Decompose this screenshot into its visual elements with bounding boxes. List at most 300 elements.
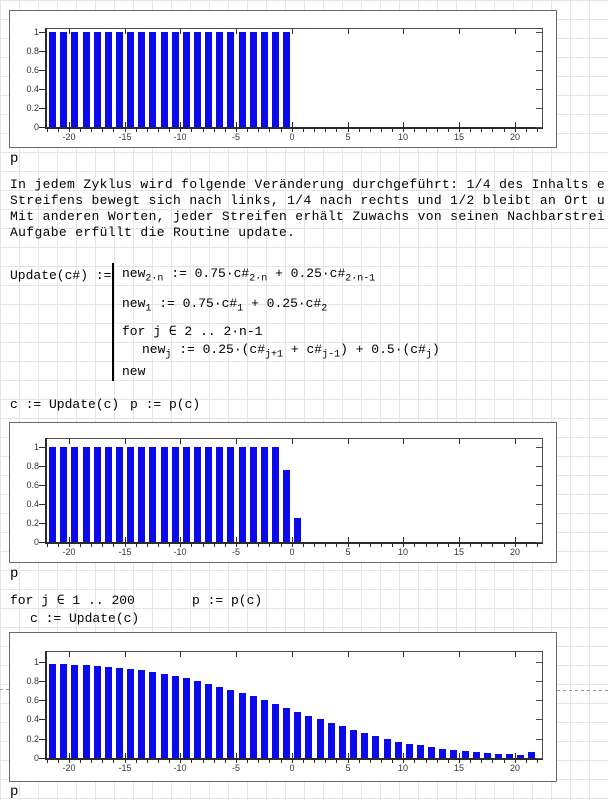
- bar: [283, 32, 290, 127]
- x-minor-tick: [537, 129, 538, 132]
- assign-p-2[interactable]: p := p(c): [192, 593, 263, 608]
- x-minor-tick: [426, 544, 427, 547]
- x-minor-tick: [459, 544, 460, 547]
- bar: [194, 681, 201, 758]
- x-minor-tick: [125, 544, 126, 547]
- bar: [127, 669, 134, 758]
- x-tick-label: -5: [231, 132, 240, 142]
- chart1-ylabel-p[interactable]: p: [10, 151, 19, 167]
- y-tick-right: [536, 89, 542, 90]
- x-minor-tick: [225, 760, 226, 763]
- x-major-tick-top: [236, 29, 237, 34]
- x-minor-tick: [292, 544, 293, 547]
- x-minor-tick: [403, 544, 404, 547]
- x-minor-tick: [370, 760, 371, 763]
- x-tick-label: 10: [397, 132, 408, 142]
- x-tick-label: -10: [173, 132, 187, 142]
- x-minor-tick: [269, 544, 270, 547]
- x-minor-tick: [336, 760, 337, 763]
- bar: [161, 32, 168, 127]
- x-minor-tick: [459, 760, 460, 763]
- x-minor-tick: [437, 760, 438, 763]
- x-major-tick-top: [292, 29, 293, 34]
- x-minor-tick: [414, 129, 415, 132]
- bar: [317, 719, 324, 758]
- bar: [116, 447, 123, 542]
- x-major-tick-top: [348, 29, 349, 34]
- x-minor-tick: [80, 760, 81, 763]
- x-tick-label: -20: [62, 132, 76, 142]
- bar: [116, 668, 123, 758]
- x-tick-label: 20: [509, 547, 520, 557]
- y-tick-left: [39, 719, 45, 720]
- x-minor-tick: [303, 129, 304, 132]
- x-tick-label: -5: [231, 763, 240, 773]
- x-major-tick-top: [180, 652, 181, 657]
- for-loop-header[interactable]: for j ∈ 1 .. 200: [10, 593, 135, 608]
- x-minor-tick: [102, 129, 103, 132]
- x-minor-tick: [281, 129, 282, 132]
- bar: [462, 751, 469, 758]
- y-tick-label: 0.2: [26, 518, 39, 528]
- bar: [127, 447, 134, 542]
- x-major-tick-top: [125, 439, 126, 444]
- y-tick-label: 0.8: [26, 46, 39, 56]
- y-axis: [45, 651, 47, 758]
- bar: [261, 32, 268, 127]
- bar: [205, 32, 212, 127]
- x-major-tick-top: [236, 652, 237, 657]
- bar: [439, 749, 446, 758]
- x-minor-tick: [314, 544, 315, 547]
- bar: [94, 666, 101, 758]
- y-tick-right: [536, 700, 542, 701]
- text-line: Mit anderen Worten, jeder Streifen erhält Zuwachs von seinen Nachbarstrei: [10, 209, 606, 224]
- bar: [261, 700, 268, 758]
- y-tick-right: [536, 466, 542, 467]
- x-minor-tick: [470, 760, 471, 763]
- x-major-tick-top: [459, 652, 460, 657]
- x-minor-tick: [325, 760, 326, 763]
- x-minor-tick: [47, 760, 48, 763]
- x-minor-tick: [247, 129, 248, 132]
- bar: [149, 32, 156, 127]
- y-tick-right: [536, 504, 542, 505]
- x-minor-tick: [492, 760, 493, 763]
- x-minor-tick: [336, 544, 337, 547]
- bar-chart-initial-distribution[interactable]: [9, 10, 557, 148]
- x-minor-tick: [191, 129, 192, 132]
- x-minor-tick: [125, 129, 126, 132]
- x-minor-tick: [426, 129, 427, 132]
- x-minor-tick: [348, 544, 349, 547]
- x-minor-tick: [470, 544, 471, 547]
- x-tick-label: 5: [345, 132, 351, 142]
- y-tick-right: [536, 32, 542, 33]
- y-tick-left: [39, 758, 45, 759]
- x-minor-tick: [448, 129, 449, 132]
- y-tick-right: [536, 485, 542, 486]
- bar: [239, 447, 246, 542]
- x-minor-tick: [180, 129, 181, 132]
- for-loop-body[interactable]: c := Update(c): [30, 611, 140, 626]
- x-minor-tick: [481, 760, 482, 763]
- x-minor-tick: [225, 129, 226, 132]
- x-minor-tick: [492, 544, 493, 547]
- x-minor-tick: [69, 760, 70, 763]
- x-minor-tick: [203, 760, 204, 763]
- bar: [149, 672, 156, 758]
- x-minor-tick: [113, 760, 114, 763]
- x-tick-label: 10: [397, 547, 408, 557]
- bar: [272, 447, 279, 542]
- bar: [138, 32, 145, 127]
- x-minor-tick: [147, 129, 148, 132]
- x-minor-tick: [537, 544, 538, 547]
- bar: [138, 447, 145, 542]
- y-tick-label: 0.4: [26, 84, 39, 94]
- bar: [49, 664, 56, 758]
- bar: [183, 32, 190, 127]
- plot-right-border: [542, 28, 543, 127]
- bar: [417, 745, 424, 758]
- plot-top-border: [45, 438, 543, 439]
- x-minor-tick: [269, 129, 270, 132]
- bar: [60, 32, 67, 127]
- x-tick-label: -15: [118, 547, 132, 557]
- x-minor-tick: [69, 544, 70, 547]
- plot-right-border: [542, 438, 543, 542]
- x-major-tick-top: [403, 652, 404, 657]
- x-major-tick-top: [69, 29, 70, 34]
- x-tick-label: 15: [453, 763, 464, 773]
- x-minor-tick: [526, 760, 527, 763]
- x-minor-tick: [504, 129, 505, 132]
- plot-top-border: [45, 28, 543, 29]
- y-tick-right: [536, 523, 542, 524]
- x-tick-label: 10: [397, 763, 408, 773]
- y-tick-label: 1: [33, 27, 39, 37]
- program-line: new$_1$ := $0.75\cdot c\#_1$ + $0.25\cdot c\#_2$: [122, 296, 328, 315]
- y-tick-label: 0.4: [26, 714, 39, 724]
- x-minor-tick: [136, 129, 137, 132]
- x-major-tick-top: [459, 439, 460, 444]
- x-minor-tick: [214, 544, 215, 547]
- x-minor-tick: [258, 760, 259, 763]
- y-tick-left: [39, 739, 45, 740]
- x-major-tick-top: [515, 652, 516, 657]
- x-minor-tick: [292, 760, 293, 763]
- x-major-tick-top: [515, 29, 516, 34]
- bar: [49, 447, 56, 542]
- bar: [250, 447, 257, 542]
- bar: [71, 32, 78, 127]
- bar: [105, 32, 112, 127]
- x-minor-tick: [91, 544, 92, 547]
- bar: [194, 447, 201, 542]
- bar: [138, 670, 145, 758]
- bar: [506, 754, 513, 758]
- x-minor-tick: [392, 129, 393, 132]
- x-minor-tick: [526, 129, 527, 132]
- bar: [517, 755, 524, 758]
- bar: [272, 704, 279, 758]
- bar: [272, 32, 279, 127]
- bar: [183, 447, 190, 542]
- bar: [384, 739, 391, 758]
- x-minor-tick: [381, 544, 382, 547]
- x-major-tick-top: [125, 652, 126, 657]
- x-minor-tick: [203, 129, 204, 132]
- x-minor-tick: [47, 129, 48, 132]
- x-minor-tick: [269, 760, 270, 763]
- x-minor-tick: [236, 129, 237, 132]
- y-tick-label: 0.8: [26, 461, 39, 471]
- bar: [294, 518, 301, 542]
- x-tick-label: -5: [231, 547, 240, 557]
- bar: [305, 716, 312, 758]
- x-minor-tick: [403, 129, 404, 132]
- y-axis: [45, 28, 47, 127]
- x-minor-tick: [448, 760, 449, 763]
- x-tick-label: 20: [509, 132, 520, 142]
- program-line: new$_j$ := $0.25\cdot(c\#_{j+1}$ + $c\#_{j-1}$) + $0.5\cdot(c\#_j)$: [142, 342, 440, 361]
- x-minor-tick: [80, 129, 81, 132]
- y-tick-label: 0.8: [26, 676, 39, 686]
- y-tick-label: 0.4: [26, 499, 39, 509]
- bar: [161, 447, 168, 542]
- y-tick-left: [39, 32, 45, 33]
- plot-right-border: [542, 651, 543, 758]
- text-region[interactable]: [10, 177, 605, 241]
- program-line: new$_{2\cdot n}$ := $0.75\cdot c\#_{2\cdot n}$ + $0.25\cdot c\#_{2\cdot n-1}$: [122, 266, 376, 285]
- x-minor-tick: [370, 544, 371, 547]
- x-minor-tick: [403, 760, 404, 763]
- bar: [205, 684, 212, 758]
- x-minor-tick: [247, 760, 248, 763]
- x-minor-tick: [203, 544, 204, 547]
- x-tick-label: -15: [118, 132, 132, 142]
- x-minor-tick: [381, 760, 382, 763]
- x-minor-tick: [281, 544, 282, 547]
- x-minor-tick: [504, 544, 505, 547]
- x-minor-tick: [180, 760, 181, 763]
- y-tick-left: [39, 485, 45, 486]
- update-definition-lhs[interactable]: Update(c#) :=: [10, 268, 112, 283]
- x-minor-tick: [158, 544, 159, 547]
- x-minor-tick: [158, 129, 159, 132]
- y-tick-right: [536, 51, 542, 52]
- x-minor-tick: [526, 544, 527, 547]
- bar: [328, 723, 335, 758]
- bar: [361, 733, 368, 758]
- bar: [83, 32, 90, 127]
- y-tick-label: 0.6: [26, 65, 39, 75]
- x-axis: [45, 542, 543, 544]
- x-minor-tick: [481, 544, 482, 547]
- bar: [372, 736, 379, 758]
- bar: [161, 674, 168, 758]
- x-minor-tick: [225, 544, 226, 547]
- x-major-tick-top: [459, 29, 460, 34]
- y-tick-right: [536, 127, 542, 128]
- x-minor-tick: [448, 544, 449, 547]
- x-tick-label: -15: [118, 763, 132, 773]
- x-minor-tick: [247, 544, 248, 547]
- bar: [83, 447, 90, 542]
- x-minor-tick: [292, 129, 293, 132]
- x-minor-tick: [459, 129, 460, 132]
- x-minor-tick: [258, 129, 259, 132]
- x-major-tick-top: [180, 29, 181, 34]
- y-tick-label: 0.6: [26, 695, 39, 705]
- x-minor-tick: [348, 129, 349, 132]
- x-minor-tick: [136, 760, 137, 763]
- x-tick-label: 0: [289, 132, 295, 142]
- x-major-tick-top: [69, 439, 70, 444]
- x-minor-tick: [102, 544, 103, 547]
- assign-p[interactable]: p := p(c): [130, 397, 201, 412]
- x-minor-tick: [136, 544, 137, 547]
- bar: [216, 32, 223, 127]
- y-tick-label: 0: [33, 753, 39, 763]
- x-minor-tick: [113, 544, 114, 547]
- x-major-tick-top: [515, 439, 516, 444]
- bar: [60, 664, 67, 758]
- bar: [216, 687, 223, 758]
- y-tick-left: [39, 89, 45, 90]
- bar: [227, 690, 234, 758]
- text-line: In jedem Zyklus wird folgende Veränderung durchgeführt: 1/4 des Inhalts e: [10, 177, 606, 192]
- x-minor-tick: [470, 129, 471, 132]
- x-minor-tick: [125, 760, 126, 763]
- x-minor-tick: [314, 760, 315, 763]
- bar: [194, 32, 201, 127]
- x-minor-tick: [102, 760, 103, 763]
- chart2-ylabel-p[interactable]: p: [10, 566, 19, 582]
- x-minor-tick: [392, 544, 393, 547]
- x-minor-tick: [325, 544, 326, 547]
- bar: [495, 754, 502, 758]
- y-tick-left: [39, 681, 45, 682]
- x-tick-label: 5: [345, 547, 351, 557]
- x-minor-tick: [58, 129, 59, 132]
- bar: [261, 447, 268, 542]
- bar-chart-after-one-update[interactable]: [9, 422, 557, 563]
- x-minor-tick: [80, 544, 81, 547]
- x-tick-label: 0: [289, 547, 295, 557]
- y-tick-right: [536, 70, 542, 71]
- bar: [294, 712, 301, 758]
- x-major-tick-top: [180, 439, 181, 444]
- x-minor-tick: [47, 544, 48, 547]
- page-break-line-left: [0, 689, 9, 690]
- y-tick-left: [39, 504, 45, 505]
- x-minor-tick: [258, 544, 259, 547]
- x-minor-tick: [359, 544, 360, 547]
- y-tick-label: 0.2: [26, 734, 39, 744]
- x-tick-label: -20: [62, 763, 76, 773]
- bar: [250, 32, 257, 127]
- x-minor-tick: [69, 129, 70, 132]
- assign-c-update[interactable]: c := Update(c): [10, 397, 120, 412]
- bar: [60, 447, 67, 542]
- x-minor-tick: [515, 544, 516, 547]
- bar: [71, 665, 78, 758]
- y-tick-left: [39, 466, 45, 467]
- x-tick-label: -20: [62, 547, 76, 557]
- x-minor-tick: [381, 129, 382, 132]
- plot-top-border: [45, 651, 543, 652]
- bar: [83, 665, 90, 758]
- bar: [105, 667, 112, 758]
- x-tick-label: 0: [289, 763, 295, 773]
- x-minor-tick: [336, 129, 337, 132]
- update-program-block[interactable]: [112, 263, 544, 381]
- bar: [227, 32, 234, 127]
- bar: [71, 447, 78, 542]
- bar: [172, 447, 179, 542]
- bar: [172, 676, 179, 758]
- bar: [94, 32, 101, 127]
- y-tick-left: [39, 542, 45, 543]
- bar: [127, 32, 134, 127]
- y-tick-left: [39, 447, 45, 448]
- text-line: Streifens bewegt sich nach links, 1/4 nach rechts und 1/2 bleibt an Ort u: [10, 193, 606, 208]
- x-minor-tick: [281, 760, 282, 763]
- chart3-ylabel-p[interactable]: p: [10, 784, 19, 800]
- bar: [250, 696, 257, 758]
- bar: [227, 447, 234, 542]
- x-minor-tick: [58, 760, 59, 763]
- x-minor-tick: [180, 544, 181, 547]
- program-line: for j ∈ 2 .. 2·n-1: [122, 324, 263, 339]
- x-minor-tick: [236, 760, 237, 763]
- x-minor-tick: [303, 544, 304, 547]
- y-tick-left: [39, 523, 45, 524]
- y-tick-label: 1: [33, 442, 39, 452]
- x-minor-tick: [392, 760, 393, 763]
- bar: [216, 447, 223, 542]
- y-tick-label: 1: [33, 657, 39, 667]
- x-minor-tick: [515, 760, 516, 763]
- bar: [172, 32, 179, 127]
- x-tick-label: 15: [453, 547, 464, 557]
- y-tick-label: 0: [33, 537, 39, 547]
- bar: [105, 447, 112, 542]
- bar: [116, 32, 123, 127]
- bar: [395, 742, 402, 758]
- bar: [350, 730, 357, 758]
- bar: [450, 750, 457, 758]
- y-tick-right: [536, 681, 542, 682]
- x-major-tick-top: [348, 652, 349, 657]
- bar: [283, 470, 290, 542]
- x-major-tick-top: [125, 29, 126, 34]
- bar-chart-after-200-updates[interactable]: [9, 632, 557, 782]
- bar: [239, 32, 246, 127]
- x-tick-label: 15: [453, 132, 464, 142]
- x-minor-tick: [325, 129, 326, 132]
- bar: [283, 708, 290, 758]
- program-line: new: [122, 364, 146, 379]
- x-minor-tick: [303, 760, 304, 763]
- x-minor-tick: [147, 544, 148, 547]
- y-tick-left: [39, 662, 45, 663]
- y-axis: [45, 438, 47, 542]
- y-tick-left: [39, 70, 45, 71]
- x-tick-label: -10: [173, 763, 187, 773]
